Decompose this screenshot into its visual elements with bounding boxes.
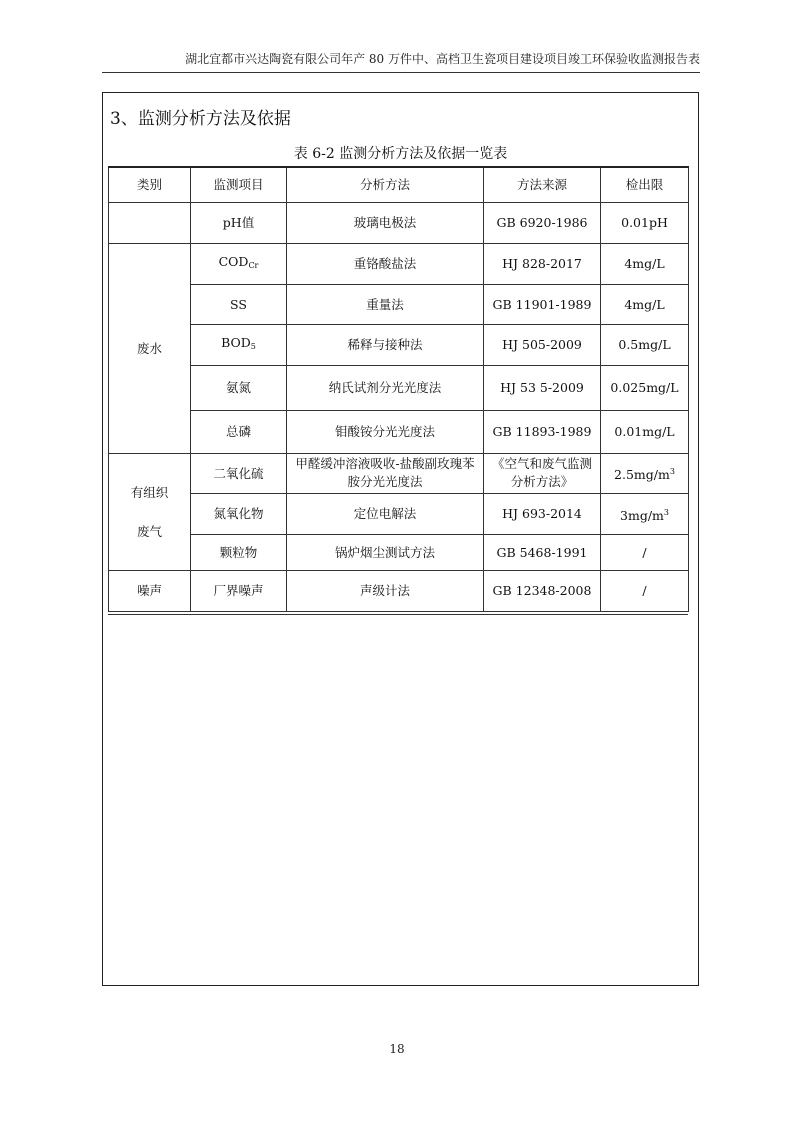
limit-cell: 4mg/L <box>601 284 689 324</box>
category-gas-line1: 有组织 <box>130 484 169 500</box>
table-row <box>109 453 689 493</box>
source-cell: GB 11901-1989 <box>484 284 601 324</box>
table-row <box>109 570 689 611</box>
item-cell: 二氧化硫 <box>191 453 287 493</box>
header-method: 分析方法 <box>287 167 484 202</box>
source-cell: HJ 53 5-2009 <box>484 365 601 410</box>
source-cell: 《空气和废气监测分析方法》 <box>484 453 601 493</box>
table-row <box>109 534 689 570</box>
item-cell: 颗粒物 <box>191 534 287 570</box>
limit-cell: / <box>601 570 689 611</box>
category-gas-line2: 废气 <box>136 523 162 539</box>
limit-cell: 0.025mg/L <box>601 365 689 410</box>
limit-cell: 0.01mg/L <box>601 410 689 453</box>
method-cell: 稀释与接种法 <box>287 324 484 365</box>
item-cell: $COD_{Cr}$ <box>191 243 287 284</box>
source-cell: GB 6920-1986 <box>484 202 601 243</box>
method-cell: 定位电解法 <box>287 493 484 534</box>
limit-cell: 0.5mg/L <box>601 324 689 365</box>
item-cell: $BOD_5$ <box>191 324 287 365</box>
source-cell: HJ 828-2017 <box>484 243 601 284</box>
header-limit: 检出限 <box>601 167 689 202</box>
source-cell: GB 11893-1989 <box>484 410 601 453</box>
limit-cell: $3mg/m^3$ <box>601 493 689 534</box>
source-cell: GB 12348-2008 <box>484 570 601 611</box>
source-cell: HJ 505-2009 <box>484 324 601 365</box>
table-row <box>109 365 689 410</box>
limit-cell: / <box>601 534 689 570</box>
source-cell: HJ 693-2014 <box>484 493 601 534</box>
method-cell: 纳氏试剂分光光度法 <box>287 365 484 410</box>
page-number: 18 <box>389 1042 405 1056</box>
table-row <box>109 410 689 453</box>
table-row <box>109 324 689 365</box>
method-cell: 钼酸铵分光光度法 <box>287 410 484 453</box>
report-header-title: 湖北宜都市兴达陶瓷有限公司年产 80 万件中、高档卫生瓷项目建设项目竣工环保验收监测报告表 <box>185 52 700 66</box>
item-cell: 厂界噪声 <box>191 570 287 611</box>
method-cell: 锅炉烟尘测试方法 <box>287 534 484 570</box>
header-category: 类别 <box>109 167 191 202</box>
header-item: 监测项目 <box>191 167 287 202</box>
header-divider <box>102 72 700 73</box>
table-bottom-double-rule <box>108 614 688 615</box>
item-cell: 氨氮 <box>191 365 287 410</box>
method-cell: 重量法 <box>287 284 484 324</box>
item-cell: pH值 <box>191 202 287 243</box>
method-cell: 重铬酸盐法 <box>287 243 484 284</box>
item-cell: SS <box>191 284 287 324</box>
table-caption: 表 6-2 监测分析方法及依据一览表 <box>293 146 508 162</box>
table-header-row <box>109 167 689 202</box>
header-source: 方法来源 <box>484 167 601 202</box>
table-row <box>109 493 689 534</box>
category-noise: 噪声 <box>109 570 191 611</box>
section-title: 3、监测分析方法及依据 <box>110 109 291 129</box>
category-wastewater: 废水 <box>109 243 191 453</box>
limit-cell: 0.01pH <box>601 202 689 243</box>
category-cell-empty <box>109 202 191 243</box>
table-row <box>109 243 689 284</box>
table-row <box>109 202 689 243</box>
item-cell: 氮氧化物 <box>191 493 287 534</box>
monitoring-methods-table <box>108 166 689 612</box>
limit-cell: 4mg/L <box>601 243 689 284</box>
source-cell: GB 5468-1991 <box>484 534 601 570</box>
method-cell: 声级计法 <box>287 570 484 611</box>
item-cell: 总磷 <box>191 410 287 453</box>
table-row <box>109 284 689 324</box>
category-organized-gas <box>109 453 191 570</box>
limit-cell: $2.5mg/m^3$ <box>601 453 689 493</box>
method-cell: 玻璃电极法 <box>287 202 484 243</box>
method-cell: 甲醛缓冲溶液吸收-盐酸副玫瑰苯胺分光光度法 <box>287 453 484 493</box>
